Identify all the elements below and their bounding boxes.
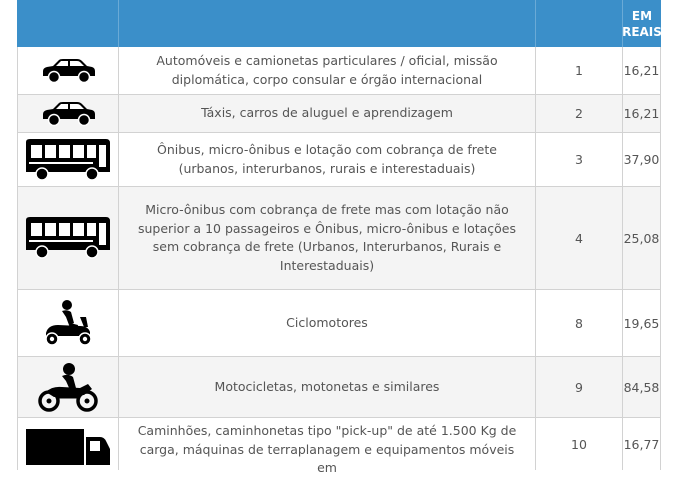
row-description: Micro-ônibus com cobrança de frete mas com lotação não superior a 10 passageiros e Ônibus, micro-ônibus e lotações sem cobrança de frete (Urbanos, Interurbanos, Rurais e Interestaduais) <box>118 187 535 289</box>
table-row <box>17 418 661 475</box>
car-icon <box>17 47 118 94</box>
row-category: 3 <box>535 133 622 186</box>
row-description: Táxis, carros de aluguel e aprendizagem <box>118 95 535 132</box>
header-icon-cell <box>17 0 118 47</box>
row-value: 16,21 <box>622 95 661 132</box>
table-row <box>17 290 661 357</box>
truck-icon <box>17 418 118 470</box>
row-category: 1 <box>535 47 622 94</box>
header-value-line2: REAIS <box>622 24 662 39</box>
row-value: 16,21 <box>622 47 661 94</box>
row-description: Motocicletas, motonetas e similares <box>118 357 535 417</box>
scooter-icon <box>17 290 118 356</box>
header-value-cell <box>622 0 661 47</box>
car-icon <box>17 95 118 132</box>
table-row <box>17 47 661 95</box>
row-category: 10 <box>535 418 622 470</box>
bus-icon <box>17 133 118 186</box>
header-category-cell <box>535 0 622 47</box>
row-category: 9 <box>535 357 622 417</box>
row-category: 4 <box>535 187 622 289</box>
table-row <box>17 187 661 290</box>
motorcycle-icon <box>17 357 118 417</box>
row-description: Ônibus, micro-ônibus e lotação com cobrança de frete (urbanos, interurbanos, rurais e interestaduais) <box>118 133 535 186</box>
row-category: 8 <box>535 290 622 356</box>
table-row <box>17 133 661 187</box>
row-value: 16,77 <box>622 418 661 470</box>
row-description: Ciclomotores <box>118 290 535 356</box>
row-description: Automóveis e camionetas particulares / oficial, missão diplomática, corpo consular e órgão internacional <box>118 47 535 94</box>
row-description: Caminhões, caminhonetas tipo "pick-up" de até 1.500 Kg de carga, máquinas de terraplanagem e equipamentos móveis em <box>118 418 535 470</box>
row-value: 19,65 <box>622 290 661 356</box>
header-description-cell <box>118 0 535 47</box>
row-value: 37,90 <box>622 133 661 186</box>
row-category: 2 <box>535 95 622 132</box>
row-value: 84,58 <box>622 357 661 417</box>
bus-icon <box>17 187 118 289</box>
row-value: 25,08 <box>622 187 661 289</box>
header-value-line1: EM <box>631 8 653 23</box>
table-header-row <box>17 0 661 47</box>
table-row <box>17 357 661 418</box>
table-row <box>17 95 661 133</box>
